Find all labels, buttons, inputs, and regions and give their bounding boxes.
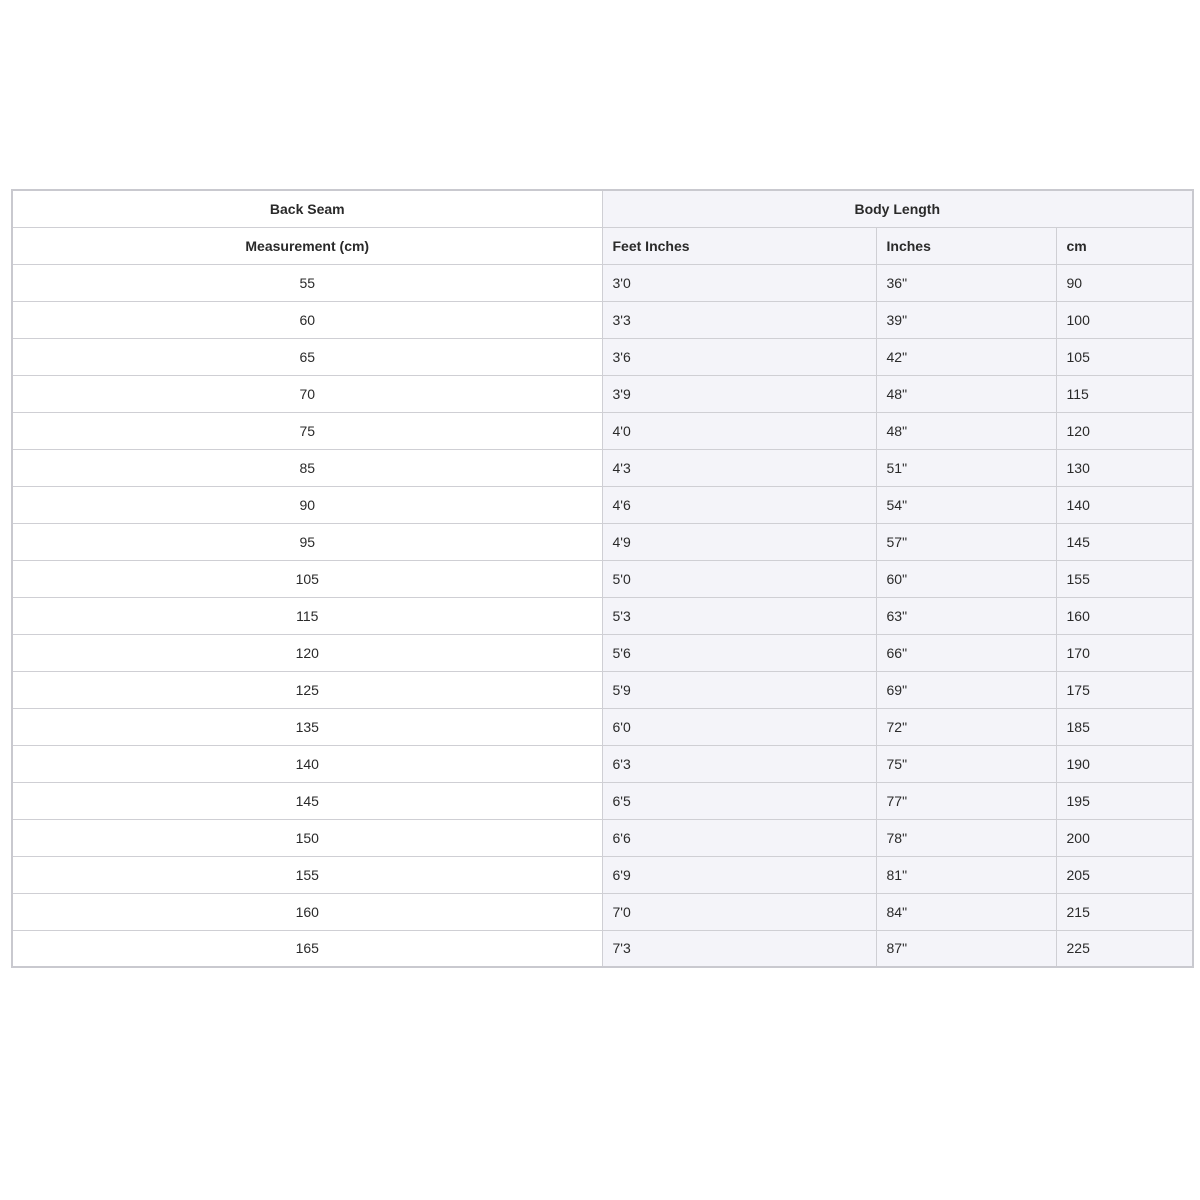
column-header-row [12, 227, 1193, 264]
inches-cell: 81" [876, 856, 1056, 893]
feet-inches-cell: 4'3 [602, 449, 876, 486]
cm-cell: 140 [1056, 486, 1193, 523]
inches-cell: 66" [876, 634, 1056, 671]
inches-cell: 48" [876, 412, 1056, 449]
measurement-cell: 55 [12, 264, 602, 301]
feet-inches-cell: 6'3 [602, 745, 876, 782]
cm-cell: 155 [1056, 560, 1193, 597]
feet-inches-cell: 6'9 [602, 856, 876, 893]
measurement-cell: 150 [12, 819, 602, 856]
table-row [12, 264, 1193, 301]
measurement-cell: 105 [12, 560, 602, 597]
feet-inches-cell: 7'3 [602, 930, 876, 967]
feet-inches-cell: 6'5 [602, 782, 876, 819]
table-row [12, 375, 1193, 412]
feet-inches-cell: 5'6 [602, 634, 876, 671]
table-row [12, 486, 1193, 523]
inches-cell: 39" [876, 301, 1056, 338]
cm-cell: 200 [1056, 819, 1193, 856]
inches-cell: 42" [876, 338, 1056, 375]
table-row [12, 449, 1193, 486]
cm-cell: 160 [1056, 597, 1193, 634]
cm-cell: 215 [1056, 893, 1193, 930]
measurement-cell: 90 [12, 486, 602, 523]
measurement-cell: 140 [12, 745, 602, 782]
measurement-cell: 145 [12, 782, 602, 819]
inches-cell: 36" [876, 264, 1056, 301]
cm-cell: 170 [1056, 634, 1193, 671]
inches-cell: 60" [876, 560, 1056, 597]
cm-cell: 195 [1056, 782, 1193, 819]
table-row [12, 930, 1193, 967]
feet-inches-cell: 5'3 [602, 597, 876, 634]
table-row [12, 634, 1193, 671]
table-row [12, 782, 1193, 819]
measurement-cell: 155 [12, 856, 602, 893]
cm-cell: 225 [1056, 930, 1193, 967]
inches-cell: 48" [876, 375, 1056, 412]
feet-inches-cell: 7'0 [602, 893, 876, 930]
feet-inches-cell: 3'6 [602, 338, 876, 375]
feet-inches-cell: 4'6 [602, 486, 876, 523]
table-row [12, 301, 1193, 338]
inches-cell: 63" [876, 597, 1056, 634]
cm-cell: 115 [1056, 375, 1193, 412]
body-length-header: Body Length [602, 190, 1193, 227]
measurement-cell: 95 [12, 523, 602, 560]
table-row [12, 819, 1193, 856]
measurement-cell: 160 [12, 893, 602, 930]
table-row [12, 412, 1193, 449]
inches-cell: 51" [876, 449, 1056, 486]
size-chart-table [11, 189, 1194, 968]
inches-cell: 54" [876, 486, 1056, 523]
cm-cell: 130 [1056, 449, 1193, 486]
measurement-cell: 115 [12, 597, 602, 634]
inches-header: Inches [876, 227, 1056, 264]
cm-cell: 205 [1056, 856, 1193, 893]
inches-cell: 77" [876, 782, 1056, 819]
group-header-row [12, 190, 1193, 227]
table-row [12, 745, 1193, 782]
feet-inches-cell: 5'9 [602, 671, 876, 708]
measurement-cell: 135 [12, 708, 602, 745]
feet-inches-cell: 4'9 [602, 523, 876, 560]
inches-cell: 78" [876, 819, 1056, 856]
table-row [12, 597, 1193, 634]
measurement-cell: 65 [12, 338, 602, 375]
cm-cell: 120 [1056, 412, 1193, 449]
cm-cell: 190 [1056, 745, 1193, 782]
feet-inches-cell: 6'0 [602, 708, 876, 745]
inches-cell: 72" [876, 708, 1056, 745]
measurement-cell: 120 [12, 634, 602, 671]
table-row [12, 708, 1193, 745]
feet-inches-header: Feet Inches [602, 227, 876, 264]
inches-cell: 87" [876, 930, 1056, 967]
measurement-header: Measurement (cm) [12, 227, 602, 264]
cm-cell: 90 [1056, 264, 1193, 301]
inches-cell: 57" [876, 523, 1056, 560]
measurement-cell: 75 [12, 412, 602, 449]
cm-cell: 145 [1056, 523, 1193, 560]
inches-cell: 69" [876, 671, 1056, 708]
table-row [12, 671, 1193, 708]
cm-cell: 105 [1056, 338, 1193, 375]
feet-inches-cell: 6'6 [602, 819, 876, 856]
table-row [12, 523, 1193, 560]
feet-inches-cell: 4'0 [602, 412, 876, 449]
cm-cell: 175 [1056, 671, 1193, 708]
measurement-cell: 70 [12, 375, 602, 412]
feet-inches-cell: 3'0 [602, 264, 876, 301]
feet-inches-cell: 3'3 [602, 301, 876, 338]
feet-inches-cell: 5'0 [602, 560, 876, 597]
cm-header: cm [1056, 227, 1193, 264]
back-seam-header: Back Seam [12, 190, 602, 227]
inches-cell: 75" [876, 745, 1056, 782]
measurement-cell: 125 [12, 671, 602, 708]
inches-cell: 84" [876, 893, 1056, 930]
cm-cell: 185 [1056, 708, 1193, 745]
cm-cell: 100 [1056, 301, 1193, 338]
table-row [12, 560, 1193, 597]
measurement-cell: 165 [12, 930, 602, 967]
table-row [12, 856, 1193, 893]
table-row [12, 338, 1193, 375]
table-row [12, 893, 1193, 930]
measurement-cell: 85 [12, 449, 602, 486]
feet-inches-cell: 3'9 [602, 375, 876, 412]
size-chart-body [12, 190, 1193, 967]
measurement-cell: 60 [12, 301, 602, 338]
